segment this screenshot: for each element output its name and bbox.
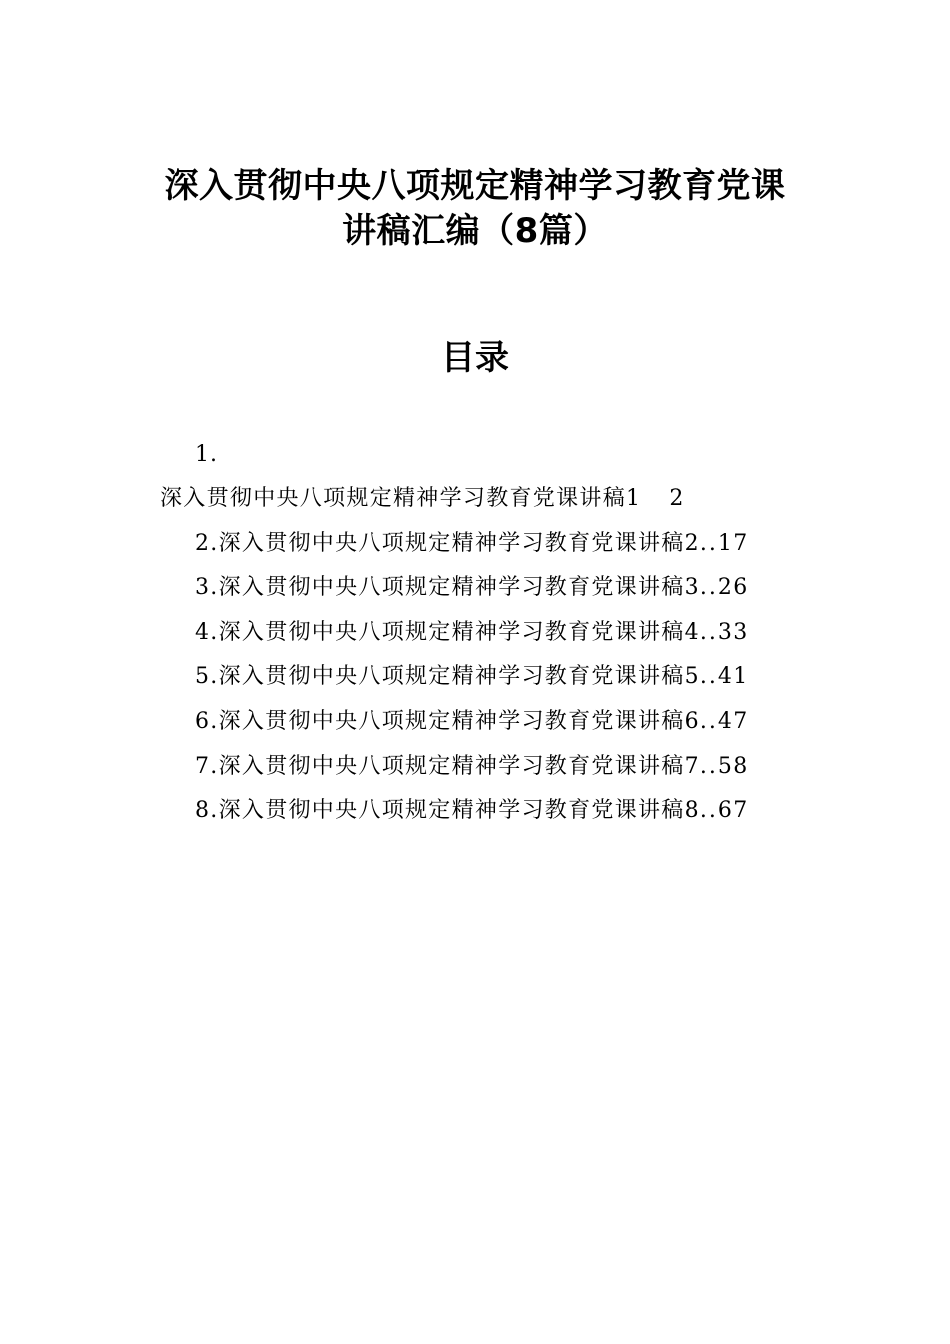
toc-item-number: 5. <box>195 664 219 689</box>
toc-item-page: 17 <box>717 531 749 556</box>
toc-item-1[interactable] <box>160 484 685 514</box>
toc-item-dots: .. <box>699 709 718 734</box>
toc-item-7[interactable] <box>195 752 815 782</box>
toc-item-page: 33 <box>717 620 749 645</box>
toc-item-page: 67 <box>717 798 749 823</box>
toc-item-number: 4. <box>195 620 219 645</box>
toc-item-page: 26 <box>717 575 749 600</box>
toc-item-title: 深入贯彻中央八项规定精神学习教育党课讲稿6 <box>218 709 700 734</box>
toc-item-title: 深入贯彻中央八项规定精神学习教育党课讲稿2 <box>218 531 700 556</box>
toc-item-title: 深入贯彻中央八项规定精神学习教育党课讲稿8 <box>218 798 700 823</box>
toc-item-number: 6. <box>195 709 219 734</box>
toc-item-number: 3. <box>195 575 219 600</box>
toc-item-page: 58 <box>717 754 749 779</box>
toc-item-number: 8. <box>195 798 219 823</box>
toc-item-dots: .. <box>699 575 718 600</box>
toc-item-number: 2. <box>195 531 219 556</box>
toc-item-5[interactable] <box>195 662 815 692</box>
toc-item-dots: .. <box>699 531 718 556</box>
document-title-line-2: 讲稿汇编（8篇） <box>342 211 608 251</box>
toc-item-dots: .. <box>699 664 718 689</box>
toc-item-dots: .. <box>699 798 718 823</box>
toc-heading: 目录 <box>441 338 509 378</box>
toc-item-title: 深入贯彻中央八项规定精神学习教育党课讲稿1 <box>160 486 642 511</box>
toc-item-2[interactable] <box>195 529 815 559</box>
toc-item-title: 深入贯彻中央八项规定精神学习教育党课讲稿5 <box>218 664 700 689</box>
toc-item-page: 41 <box>717 664 749 689</box>
toc-item-3[interactable] <box>195 573 815 603</box>
toc-item-8[interactable] <box>195 796 815 826</box>
toc-item-number: 7. <box>195 754 219 779</box>
toc-item-dots: .. <box>699 754 718 779</box>
toc-item-page: 2 <box>669 486 685 511</box>
toc-item-page: 47 <box>717 709 749 734</box>
toc-item-1-number: 1. <box>195 442 218 467</box>
toc-item-title: 深入贯彻中央八项规定精神学习教育党课讲稿4 <box>218 620 700 645</box>
document-title-line-1: 深入贯彻中央八项规定精神学习教育党课 <box>164 166 786 206</box>
toc-item-4[interactable] <box>195 618 815 648</box>
toc-item-title: 深入贯彻中央八项规定精神学习教育党课讲稿7 <box>218 754 700 779</box>
toc-item-6[interactable] <box>195 707 815 737</box>
toc-item-title: 深入贯彻中央八项规定精神学习教育党课讲稿3 <box>218 575 700 600</box>
toc-item-dots: .. <box>699 620 718 645</box>
